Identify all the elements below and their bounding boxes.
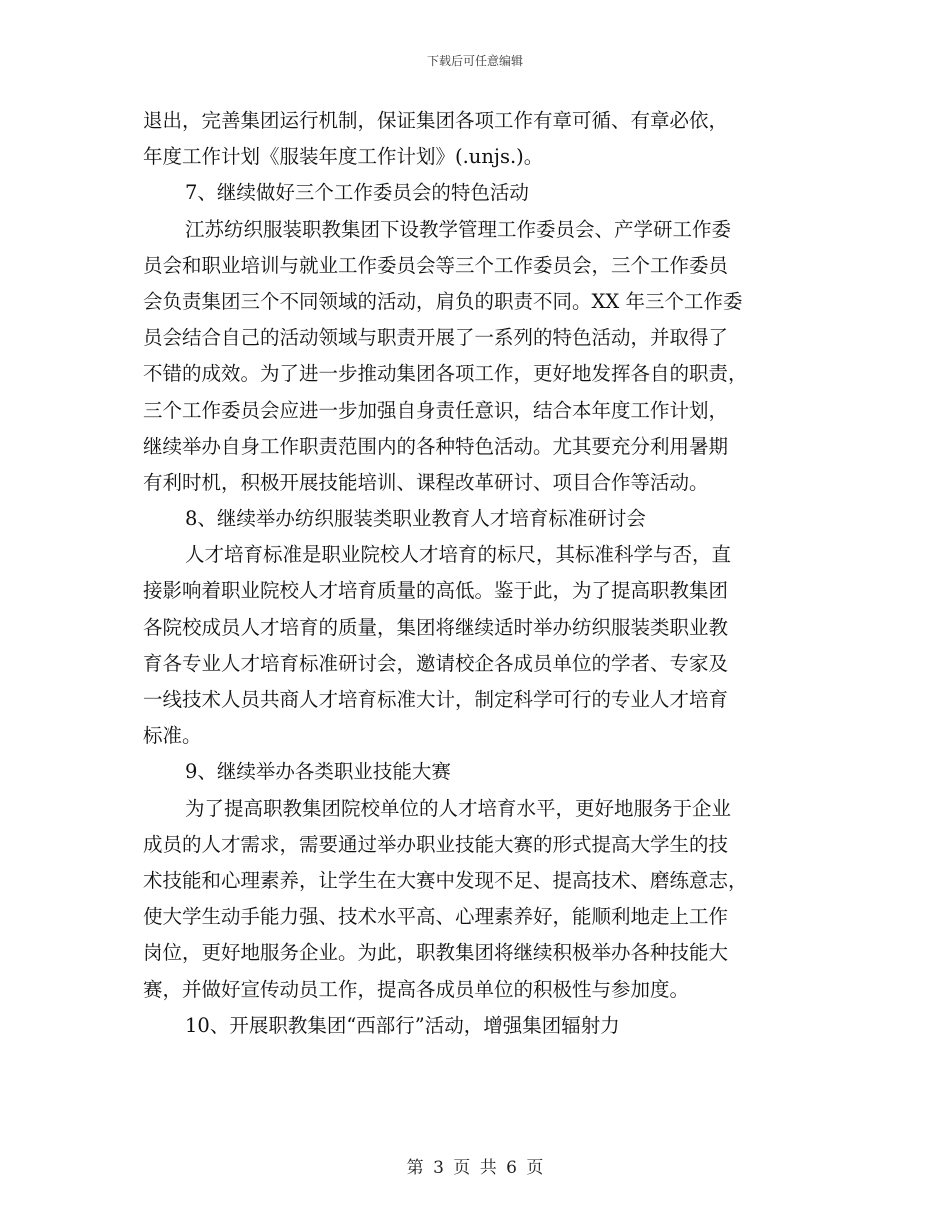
text-line: 继续举办自身工作职责范围内的各种特色活动。尤其要充分利用暑期: [143, 434, 729, 458]
text-line: 会负责集团三个不同领域的活动，肩负的职责不同。XX 年三个工作委: [143, 289, 743, 313]
text-line: 8、继续举办纺织服装类职业教育人才培育标准研讨会: [185, 507, 646, 531]
paragraph: [143, 175, 811, 211]
text-line: 江苏纺织服装职教集团下设教学管理工作委员会、产学研工作委: [185, 217, 732, 241]
page-footer: 第 3 页 共 6 页: [406, 1158, 544, 1178]
text-line: 各院校成员人才培育的质量，集团将继续适时举办纺织服装类职业教: [143, 615, 729, 639]
text-line: 岗位，更好地服务企业。为此，职教集团将继续积极举办各种技能大: [143, 941, 729, 965]
paragraph: [143, 791, 811, 1008]
text-line: 育各专业人才培育标准研讨会，邀请校企各成员单位的学者、专家及: [143, 651, 729, 675]
text-line: 有利时机，积极开展技能培训、课程改革研讨、项目合作等活动。: [143, 470, 709, 494]
text-line: 员会和职业培训与就业工作委员会等三个工作委员会，三个工作委员: [143, 253, 729, 277]
paragraph: [143, 103, 811, 175]
text-line: 年度工作计划《服装年度工作计划》(.unjs.)。: [143, 145, 544, 169]
text-line: 使大学生动手能力强、技术水平高、心理素养好，能顺利地走上工作: [143, 905, 729, 929]
page-header: 下载后可任意编辑: [426, 54, 523, 68]
text-line: 赛，并做好宣传动员工作，提高各成员单位的积极性与参加度。: [143, 977, 690, 1001]
text-line: 三个工作委员会应进一步加强自身责任意识，结合本年度工作计划，: [143, 398, 729, 422]
text-line: 成员的人才需求，需要通过举办职业技能大赛的形式提高大学生的技: [143, 832, 729, 856]
document-body: [143, 103, 811, 1044]
text-line: 一线技术人员共商人才培育标准大计，制定科学可行的专业人才培育: [143, 688, 729, 711]
paragraph: [143, 754, 811, 790]
text-line: 9、继续举办各类职业技能大赛: [185, 760, 451, 784]
paragraph: [143, 1008, 811, 1044]
text-line: 术技能和心理素养，让学生在大赛中发现不足、提高技术、磨练意志，: [143, 868, 748, 892]
text-line: 员会结合自己的活动领域与职责开展了一系列的特色活动，并取得了: [143, 326, 729, 350]
text-line: 接影响着职业院校人才培育质量的高低。鉴于此，为了提高职教集团: [143, 579, 729, 603]
text-line: 退出，完善集团运行机制，保证集团各项工作有章可循、有章必依，: [143, 109, 729, 132]
text-line: 不错的成效。为了进一步推动集团各项工作，更好地发挥各自的职责，: [143, 362, 748, 386]
paragraph: [143, 212, 811, 502]
paragraph: [143, 501, 811, 537]
text-line: 10、开展职教集团“西部行”活动，增强集团辐射力: [185, 1013, 620, 1037]
paragraph: [143, 537, 811, 754]
text-line: 7、继续做好三个工作委员会的特色活动: [185, 181, 529, 205]
text-line: 为了提高职教集团院校单位的人才培育水平，更好地服务于企业: [185, 796, 732, 820]
text-line: 标准。: [143, 724, 202, 748]
text-line: 人才培育标准是职业院校人才培育的标尺，其标准科学与否，直: [185, 543, 732, 567]
